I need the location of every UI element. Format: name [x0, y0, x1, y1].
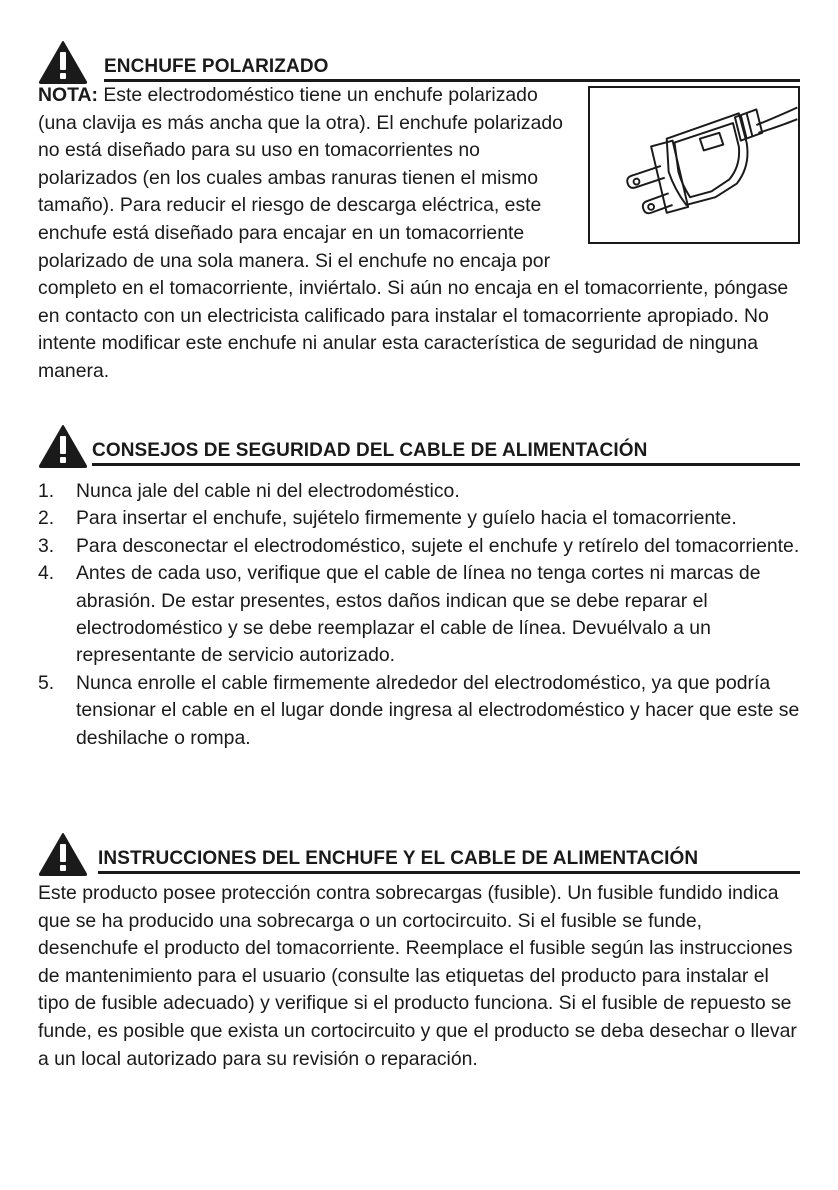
heading-title: ENCHUFE POLARIZADO — [104, 56, 329, 77]
list-item-number: 2. — [38, 507, 55, 530]
note-label: NOTA: — [38, 84, 98, 106]
polarized-plug-section — [38, 40, 800, 386]
list-item — [38, 670, 800, 752]
heading-divider — [104, 79, 800, 82]
heading-title: CONSEJOS DE SEGURIDAD DEL CABLE DE ALIMENTACIÓN — [92, 440, 648, 461]
cord-safety-section — [38, 424, 800, 752]
list-item-number: 1. — [38, 480, 55, 502]
list-item-text: Nunca jale del cable ni del electrodoméstico. — [76, 480, 460, 502]
plug-icon — [590, 88, 798, 242]
section-heading — [38, 424, 800, 466]
list-item-text: Antes de cada uso, verifique que el cable de línea no tenga cortes ni marcas de abrasión. De estar presentes, estos daños indican que se debe reparar el electrodoméstico y se debe reemplazar el cable de línea. Devuélvalo a un representante de servicio autorizado. — [76, 562, 761, 667]
list-item-number: 3. — [38, 534, 55, 557]
heading-title: INSTRUCCIONES DEL ENCHUFE Y EL CABLE DE ALIMENTACIÓN — [98, 848, 699, 869]
list-item — [38, 478, 800, 505]
polarized-plug-illustration — [588, 86, 800, 244]
list-item — [38, 560, 800, 670]
plug-instructions-section — [38, 832, 800, 1073]
heading-divider — [92, 463, 800, 466]
warning-triangle-icon — [38, 424, 88, 468]
heading-divider — [98, 871, 800, 874]
list-item-number: 5. — [38, 671, 55, 694]
list-item — [38, 505, 800, 532]
cord-tips-list — [38, 478, 800, 752]
section-heading — [38, 40, 800, 82]
list-item-number: 4. — [38, 562, 55, 585]
list-item-text: Nunca enrolle el cable firmemente alrededor del electrodoméstico, ya que podría tensionar el cable en el lugar donde ingresa al electrodoméstico y hacer que este se deshilache o rompa. — [76, 671, 800, 749]
warning-triangle-icon — [38, 40, 88, 84]
list-item-text: Para desconectar el electrodoméstico, sujete el enchufe y retírelo del tomacorriente. — [76, 534, 800, 557]
list-item-text: Para insertar el enchufe, sujételo firmemente y guíelo hacia el tomacorriente. — [76, 507, 737, 530]
warning-triangle-icon — [38, 832, 88, 876]
polarized-plug-body: Este electrodoméstico tiene un enchufe polarizado (una clavija es más ancha que la otra). El enchufe polarizado no está diseñado para su uso en tomacorrientes no polarizados (en los cuales ambas ranuras tienen el mismo tamaño). Para reducir el riesgo de descarga eléctrica, este enchufe está diseñado para encajar en un tomacorriente polarizado de una sola manera. Si el enchufe no encaja por completo en el tomacorriente, inviértalo. Si aún no encaja en el tomacorriente, póngase en contacto con un electricista calificado para instalar el tomacorriente apropiado. No intente modificar este enchufe ni anular esta característica de seguridad de ninguna manera. — [38, 84, 789, 382]
section-heading — [38, 832, 800, 874]
plug-instructions-text: Este producto posee protección contra sobrecargas (fusible). Un fusible fundido indica que se ha producido una sobrecarga o un cortocircuito. Si el fusible se funde, desenchufe el producto del tomacorriente. Reemplace el fusible según las instrucciones de mantenimiento para el usuario (consulte las etiquetas del producto para instalar el tipo de fusible adecuado) y verifique si el producto funciona. Si el fusible de repuesto se funde, es posible que exista un cortocircuito y que el producto se deba desechar o llevar a un local autorizado para su revisión o reparación. — [38, 882, 797, 1070]
list-item — [38, 533, 800, 560]
